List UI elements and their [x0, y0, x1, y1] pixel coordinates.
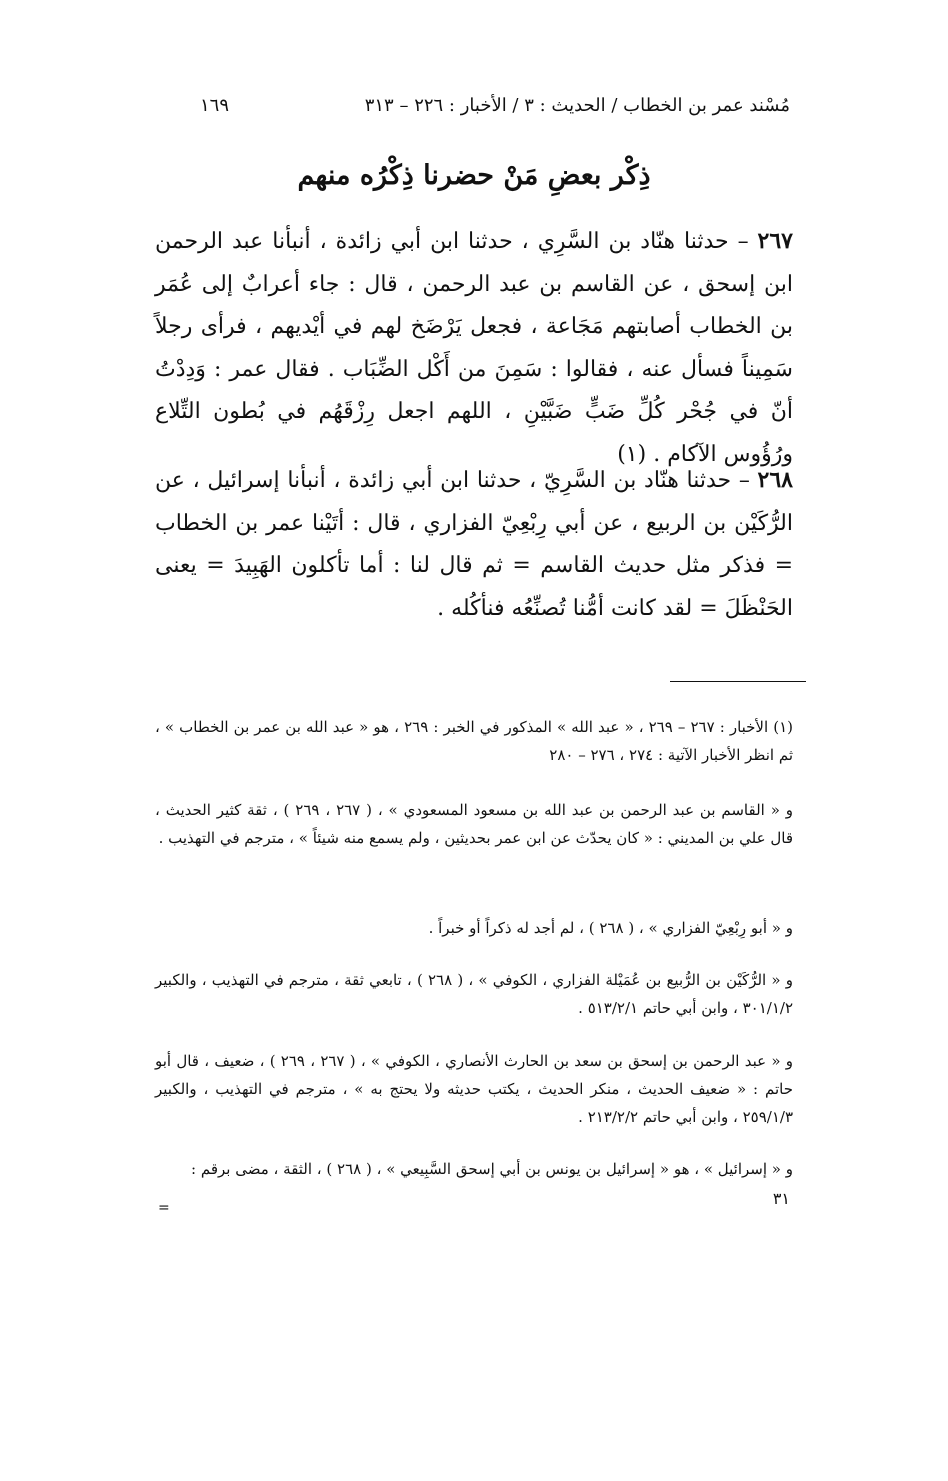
footnote-qasim: و « القاسم بن عبد الرحمن بن عبد الله بن مسعود المسعودي » ، ( ٢٦٧ ، ٢٦٩ ) ، ثقة كثير الحديث ، قال علي بن المديني : « كان يحدّث عن ابن عمر بحديثين ، ولم يسمع منه شيئاً » ، مترجم في التهذيب . — [155, 801, 794, 847]
hadith-text: حدثنا هنّاد بن السَّرِي ، حدثنا ابن أبي زائدة ، أنبأنا عبد الرحمن ابن إسحق ، عن القاسم بن عبد الرحمن ، قال : جاء أعرابٌ إلى عُمَر بن الخطاب أصابتهم مَجَاعة ، فجعل يَرْضَخ لهم في أيْديهم ، فرأى رجلاً سَمِيناً فسأل عنه ، فقالوا : سَمِنَ من أَكْل الضِّبَاب . فقال عمر : وَدِدْتُ أنّ في جُحْر كُلِّ ضَبٍّ ضَبَّيْنِ ، اللهم اجعل رِزْقَهُم في بُطون التِّلاع ورُؤُوس الآكام . (١) — [155, 229, 793, 467]
hadith-text: حدثنا هنّاد بن السَّرِيّ ، حدثنا ابن أبي زائدة ، أنبأنا إسرائيل ، عن الرُّكَيْن بن الربيع ، عن أبي رِبْعِيّ الفزاري ، قال : أتَيْنا عمر بن الخطاب = فذكر مثل حديث القاسم = ثم قال لنا : أما تأكلون الهَبِيدَ = يعنى الحَنْظَلَ = لقد كانت أمُّنا تُصنِّعُه فنأكُله . — [155, 468, 793, 621]
footnote-abdulrahman: و « عبد الرحمن بن إسحق بن سعد بن الحارث الأنصاري ، الكوفي » ، ( ٢٦٧ ، ٢٦٩ ) ، ضعيف ، قال أبو حاتم : « ضعيف الحديث ، منكر الحديث ، يكتب حديثه ولا يحتج به » ، مترجم في التهذيب ، والكبير ٢٥٩/١/٣ ، وابن أبي حاتم ٢١٣/٢/٢ . — [155, 1052, 793, 1126]
hadith-number: ٢٦٨ — [757, 467, 793, 493]
section-title: ذِكْر بعضِ مَنْ حضرنا ذِكْرُه منهم — [297, 160, 651, 191]
footnote-1: (١) الأخبار : ٢٦٧ – ٢٦٩ ، « عبد الله » المذكور في الخبر : ٢٦٩ ، هو « عبد الله بن عمر بن الخطاب » ، ثم انظر الأخبار الآتية : ٢٧٤ ، ٢٧٦ – ٢٨٠ — [155, 718, 794, 764]
running-header — [200, 88, 790, 122]
footnote-abu-ribi: و « أبو رِبْعِيّ الفزاري » ، ( ٢٦٨ ) ، لم أجد له ذكراً أو خبراً . — [428, 919, 793, 937]
hadith-267 — [155, 220, 793, 476]
page-number: ١٦٩ — [200, 94, 230, 116]
footnote-israil: و « إسرائيل » ، هو « إسرائيل بن يونس بن أبي إسحق السَّبِيعي » ، ( ٢٦٨ ) ، الثقة ، مضى برقم : — [191, 1160, 793, 1178]
hadith-268 — [155, 459, 793, 630]
continuation-mark: = — [158, 1200, 170, 1216]
footnote-divider — [670, 681, 806, 682]
hadith-number: ٢٦٧ — [757, 228, 793, 254]
signature-number: ٣١ — [772, 1189, 790, 1208]
hadith-dash: – — [728, 229, 749, 254]
footnote-rukayn: و « الرُّكَيْن بن الرُّبيع بن عُمَيْلة الفزاري ، الكوفي » ، ( ٢٦٨ ) ، تابعي ثقة ، مترجم في التهذيب ، والكبير ٣٠١/١/٢ ، وابن أبي حاتم ٥١٣/٢/١ . — [155, 971, 793, 1017]
running-title: مُسْند عمر بن الخطاب / الحديث : ٣ / الأخبار : ٢٢٦ – ٣١٣ — [364, 94, 790, 116]
hadith-dash: – — [731, 468, 750, 493]
